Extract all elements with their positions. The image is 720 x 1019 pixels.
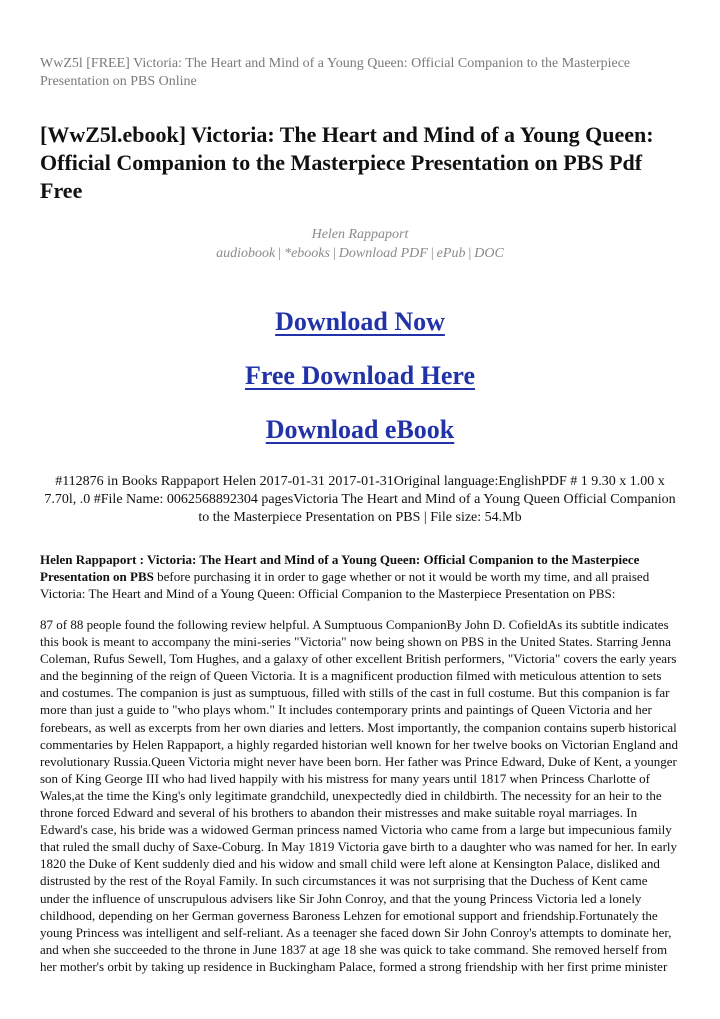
download-ebook-link[interactable]: Download eBook (265, 415, 455, 444)
format-list (40, 244, 680, 263)
format-ebooks[interactable]: *ebooks (284, 246, 330, 261)
book-metadata: #112876 in Books Rappaport Helen 2017-01-31 2017-01-31Original language:EnglishPDF # 1 9.30 x 1.00 x 7.70l, .0 #File Name: 0062568892304 pagesVictoria The Heart and Mind of a Young Queen Official Companion to the Masterpiece Presentation on PBS | File size: 54.Mb (44, 474, 676, 525)
format-doc[interactable]: DOC (474, 246, 504, 261)
intro-paragraph (40, 551, 680, 602)
document-title: [WwZ5l.ebook] Victoria: The Heart and Mind of a Young Queen: Official Companion to the Masterpiece Presentation on PBS Pdf Free (40, 122, 654, 203)
format-separator: | (332, 246, 336, 261)
download-links (40, 305, 680, 467)
format-epub[interactable]: ePub (436, 246, 466, 261)
format-separator: | (278, 246, 282, 261)
author-name: Helen Rappaport (311, 227, 409, 242)
format-separator: | (468, 246, 472, 261)
intro-heading: Helen Rappaport : Victoria: The Heart and Mind of a Young Queen: Official Companion to the Masterpiece Presentation on PBS (40, 552, 640, 584)
author-block (40, 225, 680, 263)
document-page (40, 0, 680, 975)
page-header: WwZ5l [FREE] Victoria: The Heart and Mind of a Young Queen: Official Companion to the Masterpiece Presentation on PBS Online (40, 56, 631, 89)
intro-text: before purchasing it in order to gage whether or not it would be worth my time, and all praised Victoria: The Heart and Mind of a Young Queen: Official Companion to the Masterpiece Presentation on PBS: (40, 569, 650, 601)
format-download-pdf[interactable]: Download PDF (338, 246, 428, 261)
download-now-link[interactable]: Download Now (275, 307, 445, 336)
free-download-here-link[interactable]: Free Download Here (244, 361, 476, 390)
format-separator: | (430, 246, 434, 261)
format-audiobook[interactable]: audiobook (216, 246, 276, 261)
review-paragraph: 87 of 88 people found the following review helpful. A Sumptuous CompanionBy John D. CofieldAs its subtitle indicates this book is meant to accompany the mini-series "Victoria" now being shown on PBS in the United States. Starring Jenna Coleman, Rufus Sewell, Tom Hughes, and a galaxy of other excellent British performers, "Victoria" covers the early years and the beginning of the reign of Queen Victoria. It is a magnificent production filmed with meticulous attention to sets and costumes. The companion is just as sumptuous, filled with stills of the cast in full costume. But this companion is far more than just a guide to "who plays whom." It includes contemporary prints and paintings of Queen Victoria and her forebears, as well as excerpts from her own diaries and letters. Most importantly, the companion contains superb historical commentaries by Helen Rappaport, a highly regarded historian well known for her twelve books on Victorian England and revolutionary Russia.Queen Victoria might never have been born. Her father was Prince Edward, Duke of Kent, a younger son of King George III who had lived happily with his mistress for many years until 1817 when Princess Charlotte of Wales,at the time the King's only legitimate grandchild, unexpectedly died in childbirth. The necessity for an heir to the throne forced Edward and several of his brothers to abandon their mistresses and make suitable royal marriages. In Edward's case, his bride was a widowed German princess named Victoria who came from a large but impecunious family that ruled the small duchy of Saxe-Coburg. In May 1819 Victoria gave birth to a daughter who was named for her. In early 1820 the Duke of Kent suddenly died and his widow and small child were left alone at Kensington Palace, disliked and distrusted by the rest of the Royal Family. In such circumstances it was not surprising that the Duchess of Kent came under the influence of unscrupulous advisers like Sir John Conroy, and that the young Princess Victoria led a lonely childhood, depending on her German governess Baroness Lehzen for emotional support and friendship.Fortunately the young Princess was intelligent and self-reliant. As a teenager she faced down Sir John Conroy's attempts to dominate her, and when she succeeded to the throne in June 1837 at age 18 she was quick to take command. She removed herself from her mother's orbit by taking up residence in Buckingham Palace, formed a strong friendship with her first prime minister (40, 617, 678, 974)
